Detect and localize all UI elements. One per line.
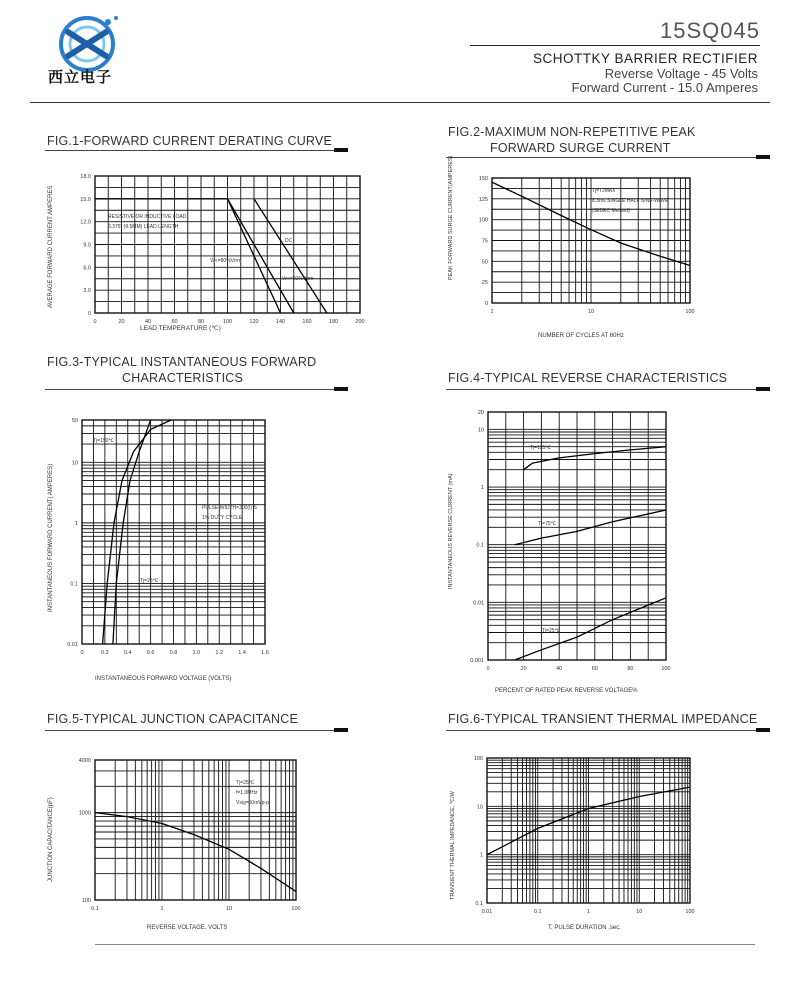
fig5-chart: [40, 752, 380, 934]
fig4-chart: [440, 404, 770, 694]
fig6-y-tick-label: 0.1: [475, 901, 483, 907]
fig4-x-tick-label: 20: [520, 666, 527, 672]
fig6-x-tick-label: 0.01: [481, 909, 493, 915]
fig2-annotation-jedec: (JEDEC Method): [592, 208, 630, 214]
fig4-x-tick-label: 100: [661, 666, 671, 672]
fig5-y-tick-label: 4000: [78, 758, 91, 764]
fig3-title-line2: CHARACTERISTICS: [122, 371, 244, 385]
fig6-y-tick-label: 100: [473, 756, 483, 762]
fig3-title-rule: [45, 389, 348, 390]
fig6-x-tick-label: 10: [636, 909, 643, 915]
fig6-y-tick-label: 1: [479, 852, 483, 859]
fig2-y-tick-label: 150: [478, 176, 488, 182]
fig5-y-tick-label: 1000: [78, 810, 91, 817]
fig1-y-tick-label: 18.0: [80, 174, 91, 180]
fig3-x-tick-label: 1.2: [215, 650, 224, 656]
fig5-x-tick-label: 1: [160, 906, 164, 912]
fig4-y-tick-label: 0.1: [476, 542, 484, 549]
fig2-x-tick-label: 10: [587, 309, 595, 315]
device-type: SCHOTTKY BARRIER RECTIFIER: [532, 51, 758, 66]
fig5-frame: [95, 760, 296, 900]
fig1-y-tick-label: 15.0: [80, 196, 91, 203]
fig5-x-tick-label: 100: [291, 906, 301, 912]
fig2-ylabel: PEAK FORWARD SURGE CURRENT(AMPERES): [448, 155, 454, 280]
fig4-xlabel: PERCENT OF RATED PEAK REVERSE VOLTAGE%: [495, 688, 638, 694]
fig1-x-tick-label: 60: [171, 319, 178, 325]
fig3-y-tick-label: 10: [71, 460, 78, 467]
fig2-title-line2: FORWARD SURGE CURRENT: [490, 141, 671, 155]
fig5-xlabel: REVERSE VOLTAGE. VOLTS: [147, 925, 228, 931]
fig6-title-rule: [446, 730, 770, 731]
part-number: 15SQ045: [660, 18, 760, 43]
fig4-y-tick-label: 10: [477, 427, 484, 434]
fig1-x-tick-label: 100: [222, 319, 233, 325]
fig6-title: FIG.6-TYPICAL TRANSIENT THERMAL IMPEDANCE: [448, 712, 758, 726]
fig3-y-tick-label: 0.01: [67, 642, 78, 648]
fig1-y-tick-label: 0: [87, 311, 91, 317]
fig4-x-tick-label: 0: [486, 666, 490, 672]
fig5-ylabel: JUNCTION CAPACITANCE(pF): [48, 797, 54, 882]
fig1-x-tick-label: 180: [328, 319, 339, 325]
fig2-y-tick-label: 100: [478, 217, 488, 224]
company-logo-icon: [46, 14, 128, 74]
fig2-annotation-sine: 8.3ms SINGLE HALF SINE-WAVE: [592, 198, 669, 204]
fig3-x-tick-label: 1.6: [261, 650, 269, 656]
header-divider: [30, 102, 770, 103]
fig5-series-1-line: [95, 813, 296, 892]
fig1-x-tick-label: 140: [275, 319, 286, 325]
fig1-ylabel: AVERAGE FORWARD CURRENT AMPERES: [48, 185, 54, 308]
fig3-annotation-25: Tj=25℃: [140, 578, 159, 584]
fig3-x-tick-label: 1.4: [238, 650, 246, 656]
fig3-xlabel: INSTANTANEOUS FORWARD VOLTAGE (VOLTS): [95, 676, 232, 682]
fig4-series-3-line: [515, 598, 666, 660]
fig3-y-tick-label: 0.1: [70, 581, 78, 588]
fig5-x-tick-label: 10: [225, 906, 233, 912]
fig1-x-tick-label: 80: [197, 319, 205, 325]
fig6-ylabel: TRANSIENT THERMAL IMPEDANCE, ℃/W: [450, 791, 456, 900]
fig4-x-tick-label: 60: [591, 666, 598, 672]
header-rule: [470, 45, 760, 46]
fig3-x-tick-label: 0.6: [146, 650, 155, 656]
fig2-title-rule: [446, 157, 770, 158]
reverse-voltage-spec: Reverse Voltage - 45 Volts: [604, 66, 758, 81]
fig5-annotation-tj: Tj=25℃: [236, 780, 255, 786]
fig1-x-tick-label: 120: [249, 319, 259, 325]
fig1-y-tick-label: 6.0: [83, 265, 91, 272]
fig3-annotation-duty: 1% DUTY CYCLE: [202, 515, 243, 521]
fig4-y-tick-label: 0.01: [473, 600, 484, 607]
fig5-annotation-freq: f=1.0MHz: [236, 790, 258, 796]
fig1-title-rule: [45, 150, 348, 151]
fig4-annotation-75: Tj=75℃: [538, 521, 557, 527]
fig5-title-rule: [45, 730, 348, 731]
fig1-x-tick-label: 40: [144, 319, 152, 325]
fig1-annotation-lead: 0.375" (9.5MM) LEAD LENGTH: [108, 224, 179, 230]
fig4-x-tick-label: 40: [556, 666, 563, 672]
fig5-annotation-vsig: Vsig=50mVp-p: [236, 800, 269, 806]
fig4-title: FIG.4-TYPICAL REVERSE CHARACTERISTICS: [448, 371, 728, 385]
fig1-annotation-80: Vr<=80%Vrrm: [210, 258, 242, 264]
fig1-chart: [40, 168, 380, 338]
fig2-chart: [440, 155, 770, 340]
fig3-annotation-pulse: PULSE WIDTH=300(I) S: [202, 505, 257, 511]
fig2-annotation-tj: Tj=TJMAX: [592, 188, 616, 194]
fig3-title-line1: FIG.3-TYPICAL INSTANTANEOUS FORWARD: [47, 355, 317, 369]
fig4-x-tick-label: 80: [627, 666, 634, 672]
fig1-title: FIG.1-FORWARD CURRENT DERATING CURVE: [47, 134, 332, 148]
fig1-x-tick-label: 200: [355, 319, 365, 325]
fig6-y-tick-label: 10: [476, 804, 483, 811]
fig3-chart: [40, 412, 380, 687]
fig3-x-tick-label: 0.2: [101, 650, 109, 656]
fig4-y-tick-label: 0.001: [470, 658, 484, 664]
fig6-x-tick-label: 0.1: [533, 909, 542, 915]
fig4-ylabel: INSTANTANEOUS REVERSE CURRENT (mA): [448, 473, 454, 589]
forward-current-spec: Forward Current - 15.0 Amperes: [571, 80, 758, 95]
fig2-y-tick-label: 125: [478, 196, 488, 203]
fig3-ylabel: INSTANTANEOUS FORWARD CURRENT( AMPERES): [48, 463, 54, 612]
fig6-x-tick-label: 100: [685, 909, 695, 915]
fig2-x-tick-label: 1: [490, 309, 494, 315]
fig1-y-tick-label: 9.0: [83, 242, 91, 249]
fig3-x-tick-label: 0.8: [169, 650, 178, 656]
fig2-y-tick-label: 75: [481, 238, 488, 245]
fig3-y-tick-label: 1: [74, 520, 78, 527]
fig2-xlabel: NUMBER OF CYCLES AT 60Hz: [538, 333, 624, 339]
fig4-y-tick-label: 1: [480, 485, 484, 492]
fig3-x-tick-label: 0: [80, 650, 84, 656]
fig2-y-tick-label: 25: [481, 280, 488, 287]
fig3-x-tick-label: 1.0: [192, 650, 201, 656]
fig6-x-tick-label: 1: [586, 909, 591, 915]
fig4-title-rule: [446, 389, 770, 390]
fig2-y-tick-label: 0: [484, 301, 488, 307]
fig2-x-tick-label: 100: [685, 309, 695, 315]
company-logo-text: 西立电子: [48, 69, 113, 86]
fig1-annotation-load: RESISTIVE OR INDUCTIVE LOAD: [108, 214, 187, 220]
fig6-chart: [440, 752, 770, 934]
fig4-annotation-25: Tj=25℃: [542, 628, 561, 634]
fig5-title: FIG.5-TYPICAL JUNCTION CAPACITANCE: [47, 712, 299, 726]
fig6-xlabel: T, PULSE DURATION ,sec.: [548, 925, 621, 931]
fig1-xlabel: LEAD TEMPERATURE (℃): [140, 325, 221, 332]
fig2-title-line1: FIG.2-MAXIMUM NON-REPETITIVE PEAK: [448, 125, 696, 139]
fig3-y-tick-label: 50: [71, 418, 78, 424]
fig1-annotation-50: Vr<=50%Vrrm: [282, 276, 314, 282]
fig5-x-tick-label: 0.1: [91, 906, 99, 912]
fig3-x-tick-label: 0.4: [123, 650, 132, 656]
fig1-y-tick-label: 3.0: [83, 288, 91, 295]
fig4-y-tick-label: 20: [477, 410, 484, 416]
fig3-annotation-150: Tj=150℃: [93, 438, 115, 444]
fig4-annotation-125: Tj=125℃: [530, 445, 552, 451]
footer-rule: [95, 944, 755, 945]
fig1-x-tick-label: 20: [118, 319, 125, 325]
fig2-y-tick-label: 50: [481, 259, 488, 266]
fig1-x-tick-label: 0: [93, 319, 97, 325]
fig1-annotation-dc: DC: [285, 238, 293, 244]
fig5-y-tick-label: 100: [81, 898, 91, 904]
fig1-y-tick-label: 12.0: [80, 219, 91, 226]
fig1-x-tick-label: 160: [302, 319, 312, 325]
